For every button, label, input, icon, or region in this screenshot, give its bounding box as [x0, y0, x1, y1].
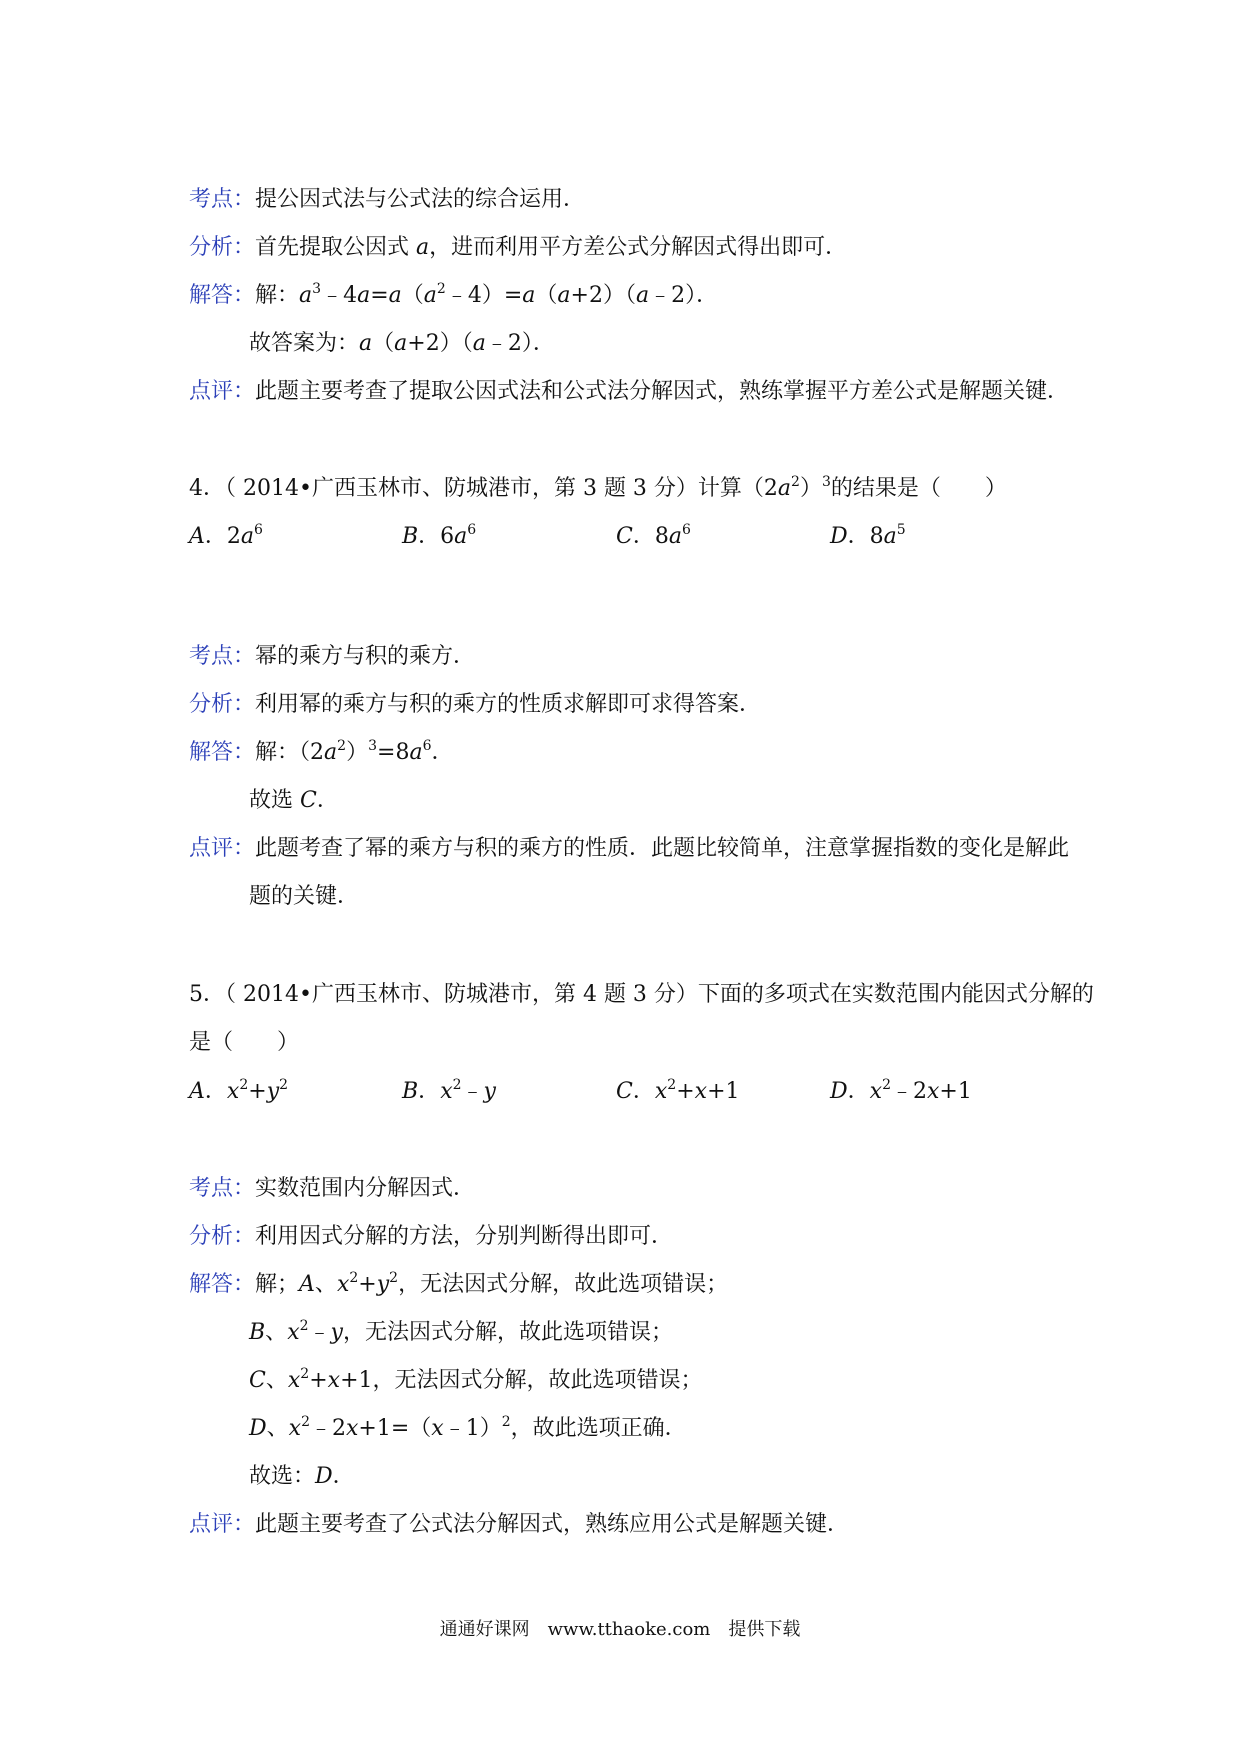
q4-option-a: A．$2a^6$: [189, 522, 263, 549]
q4-answer-line: [249, 786, 1055, 816]
dianping-label: 点评：: [189, 1512, 256, 1537]
jieda-label: 解答：: [189, 283, 256, 308]
q5-stem-text-1: 5．（ 2014•广西玉林市、防城港市，第 4 题 3 分）下面的多项式在实数范围内能因式分解的: [189, 982, 1094, 1007]
q4-dianping-text-1: 此题考查了幂的乘方与积的乘方的性质．此题比较简单，注意掌握指数的变化是解此: [255, 836, 1070, 861]
q5-stem-1: [189, 980, 1094, 1010]
q4-stem-a: 4．（ 2014•广西玉林市、防城港市，第 3 题 3 分）计算（2: [189, 476, 778, 501]
q3-jie-formula: $a^3﹣4a=a(a^2﹣4)=a(a+2)(a﹣2)$．: [299, 281, 719, 308]
q3-fenxi-line: [189, 233, 1055, 263]
q4-option-d: D．$8a^5$: [830, 522, 906, 549]
q5-jie-line-2: [249, 1318, 1055, 1348]
q5-answer-c: ．: [332, 1464, 355, 1489]
q5-option-b: B．$x^2﹣y$: [402, 1077, 496, 1104]
kaodian-label: 考点：: [189, 644, 256, 669]
q3-dianping-text: 此题主要考查了提取公因式法和公式法分解因式，熟练掌握平方差公式是解题关键．: [255, 379, 1070, 404]
q5-option-a: A．$x^2+y^2$: [189, 1077, 289, 1104]
q5-jie-4: D、$x^2﹣2x+1=(x﹣1)^2$: [249, 1414, 511, 1441]
q3-kaodian-line: [189, 185, 1055, 215]
fenxi-label: 分析：: [189, 235, 256, 260]
q5-jie-line-3: [249, 1366, 1055, 1396]
q5-answer-a: 故选：: [249, 1464, 316, 1489]
q5-answer-line: [249, 1462, 1055, 1492]
kaodian-label: 考点：: [189, 187, 256, 212]
q4-fenxi-text: 利用幂的乘方与积的乘方的性质求解即可求得答案．: [255, 692, 762, 717]
q5-jie-line-4: [249, 1414, 1055, 1444]
jieda-label: 解答：: [189, 740, 256, 765]
q4-option-b: B．$6a^6$: [402, 522, 477, 549]
q3-jieda-line: [189, 281, 1055, 311]
q3-jie-prefix: 解：: [255, 283, 300, 308]
fenxi-label: 分析：: [189, 692, 256, 717]
q5-jieda-line: [189, 1270, 1055, 1300]
q5-jie-3: C、$x^2+x+1$: [249, 1366, 373, 1393]
q5-kaodian-line: [189, 1174, 1055, 1204]
q4-jie-formula: $(2a^2)^3=8a^6$．: [299, 738, 454, 765]
q4-jie-prefix: 解：: [255, 740, 300, 765]
q4-dianping-line-2: [249, 882, 1055, 912]
q5-jie-3-tail: ，无法因式分解，故此选项错误；: [372, 1368, 703, 1393]
q5-jie-1: 解；A、$x^2+y^2$: [255, 1270, 399, 1297]
q5-jie-1-tail: ，无法因式分解，故此选项错误；: [398, 1272, 729, 1297]
q5-jie-2: B、$x^2﹣y$: [249, 1318, 343, 1345]
q5-option-c: C．$x^2+x+1$: [616, 1077, 740, 1104]
q4-stem: 4．（ 2014•广西玉林市、防城港市，第 3 题 3 分）计算$(2a^2)^3$的结果是（ ）: [189, 474, 1007, 501]
jieda-label: 解答：: [189, 1272, 256, 1297]
q4-jieda-line: [189, 738, 1055, 768]
q5-answer-b: D: [315, 1464, 333, 1489]
q5-stem-text-2: 是（ ）: [189, 1030, 300, 1055]
q4-fenxi-line: [189, 690, 1055, 720]
q4-stem-c: 的结果是（ ）: [830, 476, 1007, 501]
q4-kaodian-line: [189, 642, 1055, 672]
q5-dianping-text: 此题主要考查了公式法分解因式，熟练应用公式是解题关键．: [255, 1512, 850, 1537]
q5-dianping-line: [189, 1510, 1055, 1540]
q5-stem-2: [189, 1028, 1055, 1058]
kaodian-label: 考点：: [189, 1176, 256, 1201]
q4-option-c: C．$8a^6$: [616, 522, 691, 549]
q4-option-b-letter: B: [402, 524, 419, 549]
q3-answer-line: [249, 329, 1055, 359]
q4-option-d-letter: D: [830, 524, 848, 549]
q4-option-a-letter: A: [189, 524, 205, 549]
q4-stem-b: ）: [799, 476, 822, 501]
q5-jie-4-tail: ，故此选项正确．: [510, 1416, 687, 1441]
q3-dianping-line: [189, 377, 1070, 407]
q4-answer-b: C: [300, 788, 317, 813]
q5-option-d: D．$x^2﹣2x+1$: [830, 1077, 972, 1104]
q4-answer-a: 故选: [249, 788, 300, 813]
q4-answer-c: ．: [316, 788, 339, 813]
q4-dianping-line: [189, 834, 1070, 864]
q4-option-c-letter: C: [616, 524, 633, 549]
fenxi-label: 分析：: [189, 1224, 256, 1249]
q3-fenxi-text-a: 首先提取公因式: [255, 235, 417, 260]
dianping-label: 点评：: [189, 379, 256, 404]
q5-fenxi-line: [189, 1222, 1055, 1252]
q5-fenxi-text: 利用因式分解的方法，分别判断得出即可．: [255, 1224, 674, 1249]
q3-fenxi-var: a: [416, 235, 430, 260]
q5-jie-2-tail: ，无法因式分解，故此选项错误；: [342, 1320, 673, 1345]
q4-kaodian-text: 幂的乘方与积的乘方．: [255, 644, 476, 669]
q4-dianping-text-2: 题的关键．: [249, 884, 360, 909]
q3-answer: 故答案为：a（a+2）（a﹣2）．: [249, 331, 555, 356]
q3-kaodian-text: 提公因式法与公式法的综合运用．: [255, 187, 586, 212]
page-footer: 通通好课网 www.tthaoke.com 提供下载: [439, 1619, 801, 1640]
q3-fenxi-text-b: ，进而利用平方差公式分解因式得出即可．: [429, 235, 848, 260]
dianping-label: 点评：: [189, 836, 256, 861]
q5-kaodian-text: 实数范围内分解因式．: [255, 1176, 476, 1201]
